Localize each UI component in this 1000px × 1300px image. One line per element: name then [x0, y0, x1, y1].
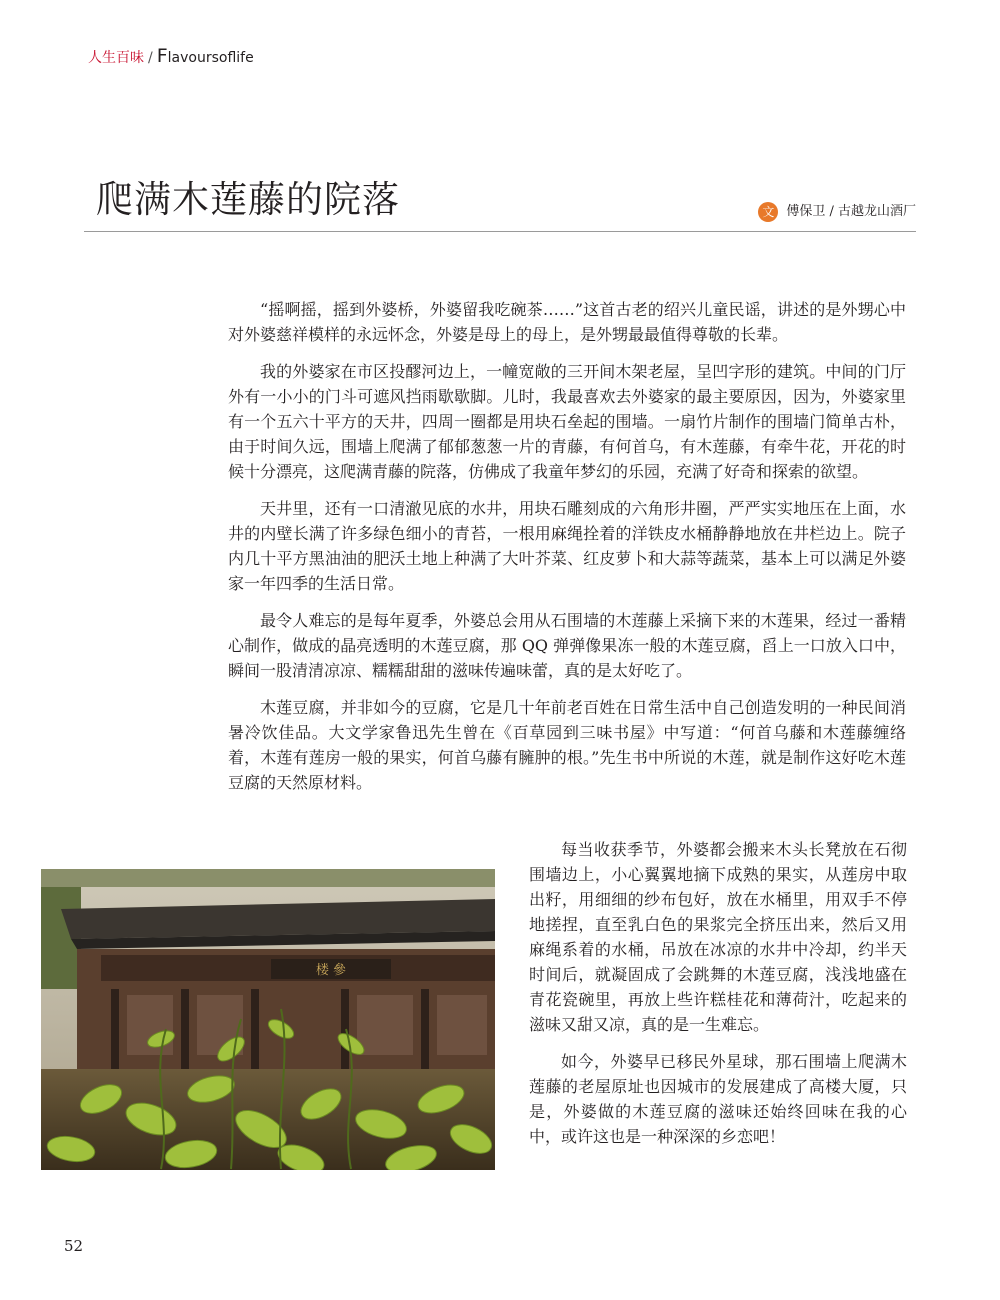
section-name-en	[156, 45, 254, 67]
section-name-en-rest: lavoursoflife	[167, 50, 254, 66]
byline-author: 傅保卫 / 古越龙山酒厂	[786, 204, 916, 219]
paragraph: 如今，外婆早已移民外星球，那石围墙上爬满木莲藤的老屋原址也因城市的发展建成了高楼大厦，只是，外婆做的木莲豆腐的滋味还始终回味在我的心中，或许这也是一种深深的乡恋吧！	[529, 1052, 907, 1146]
paragraph: 天井里，还有一口清澈见底的水井，用块石雕刻成的六角形井圈，严严实实地压在上面，水井的内壁长满了许多绿色细小的青苔，一根用麻绳拴着的洋铁皮水桶静静地放在井栏边上。院子内几十平方黑油油的肥沃土地上种满了大叶芥菜、红皮萝卜和大蒜等蔬菜，基本上可以满足外婆家一年四季的生活日常。	[228, 499, 906, 593]
courtyard-photo-illustration	[41, 869, 495, 1170]
paragraph: “摇啊摇，摇到外婆桥，外婆留我吃碗茶……”这首古老的绍兴儿童民谣，讲述的是外甥心中对外婆慈祥模样的永远怀念，外婆是母上的母上，是外甥最最值得尊敬的长辈。	[228, 300, 906, 344]
article-side-column	[529, 837, 907, 1161]
section-header	[88, 46, 254, 68]
section-name-zh: 人生百味	[88, 50, 144, 66]
article-body	[228, 297, 906, 807]
article-title: 爬满木莲藤的院落	[96, 178, 400, 221]
paragraph: 木莲豆腐，并非如今的豆腐，它是几十年前老百姓在日常生活中自己创造发明的一种民间消暑冷饮佳品。大文学家鲁迅先生曾在《百草园到三味书屋》中写道：“何首乌藤和木莲藤缠络着，木莲有莲房一般的果实，何首乌藤有臃肿的根。”先生书中所说的木莲，就是制作这好吃木莲豆腐的天然原材料。	[228, 698, 906, 792]
title-divider	[84, 231, 916, 232]
paragraph: 最令人难忘的是每年夏季，外婆总会用从石围墙的木莲藤上采摘下来的木莲果，经过一番精心制作，做成的晶亮透明的木莲豆腐，那 QQ 弹弹像果冻一般的木莲豆腐，舀上一口放入口中，瞬间一股清清凉凉、糯糯甜甜的滋味传遍味蕾，真的是太好吃了。	[228, 611, 906, 680]
signboard-text: 楼 參	[315, 963, 347, 978]
page-number: 52	[64, 1237, 84, 1255]
section-separator: /	[148, 50, 153, 66]
paragraph: 每当收获季节，外婆都会搬来木头长凳放在石彻围墙边上，小心翼翼地摘下成熟的果实，从莲房中取出籽，用细细的纱布包好，放在水桶里，用双手不停地搓捏，直至乳白色的果浆完全挤压出来，然后又用麻绳系着的水桶，吊放在冰凉的水井中冷却，约半天时间后，就凝固成了会跳舞的木莲豆腐，浅浅地盛在青花瓷碗里，再放上些许糕桂花和薄荷汁，吃起来的滋味又甜又凉，真的是一生难忘。	[529, 840, 907, 1034]
paragraph: 我的外婆家在市区投醪河边上，一幢宽敞的三开间木架老屋，呈凹字形的建筑。中间的门厅外有一小小的门斗可遮风挡雨歇歇脚。儿时，我最喜欢去外婆家的最主要原因，因为，外婆家里有一个五六十平方的天井，四周一圈都是用块石垒起的围墙。一扇竹片制作的围墙门简单古朴，由于时间久远，围墙上爬满了郁郁葱葱一片的青藤，有何首乌，有木莲藤，有牵牛花，开花的时候十分漂亮，这爬满青藤的院落，仿佛成了我童年梦幻的乐园，充满了好奇和探索的欲望。	[228, 362, 906, 481]
courtyard-photo	[41, 869, 495, 1170]
byline-badge: 文	[758, 202, 778, 222]
article-byline	[758, 202, 916, 222]
section-name-en-initial: F	[156, 45, 168, 67]
